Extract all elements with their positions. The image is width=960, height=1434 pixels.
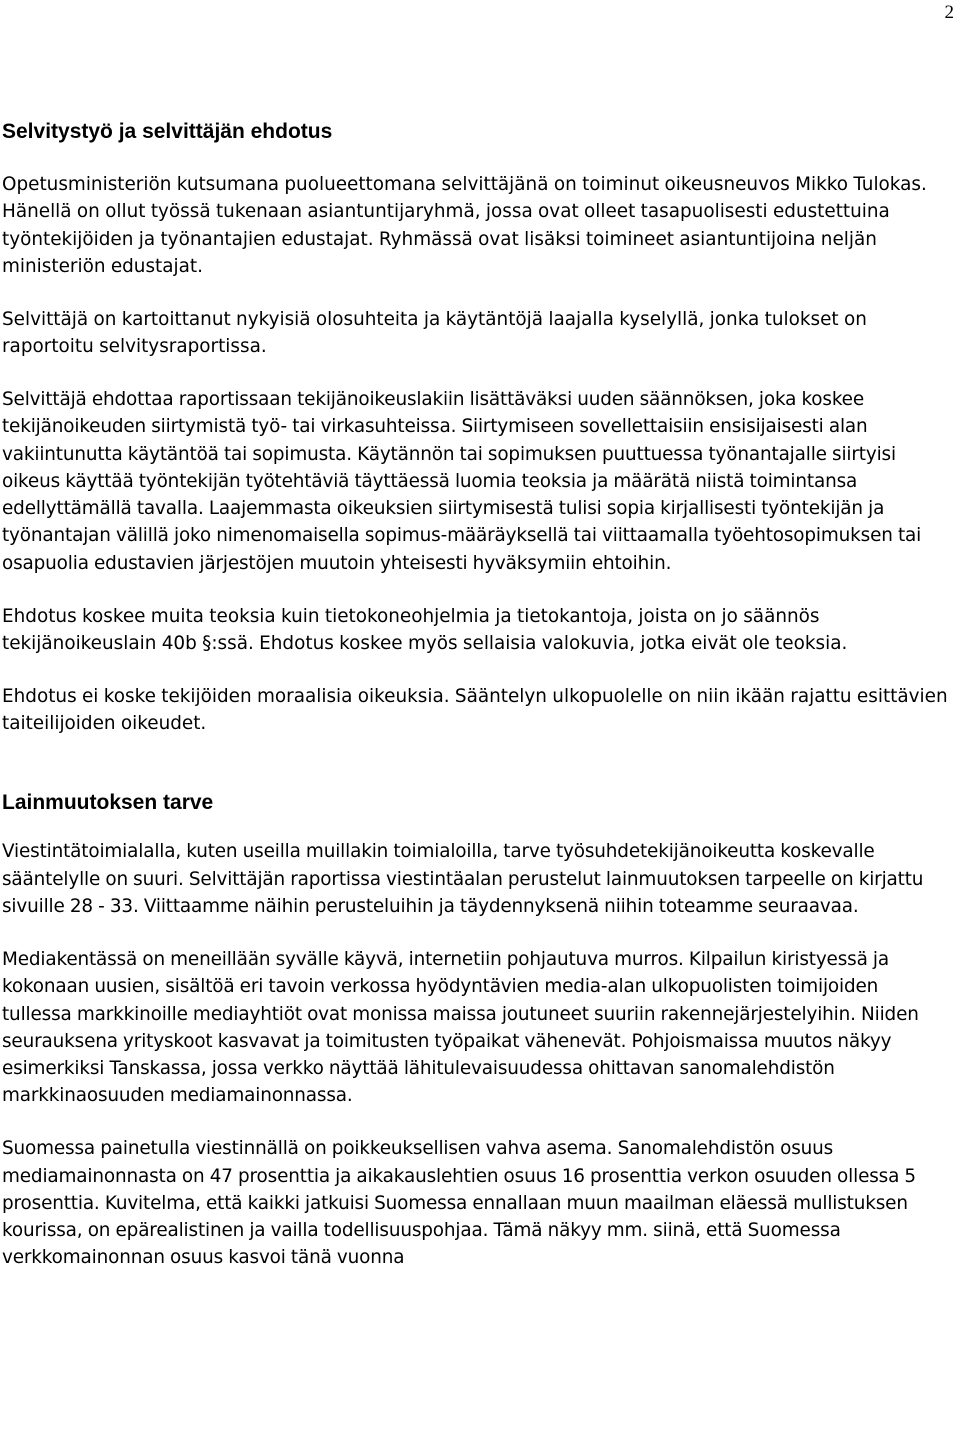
document-body <box>2 116 952 1297</box>
paragraph-mediakentta: Mediakentässä on meneillään syvälle käyvä, internetiin pohjautuva murros. Kilpailun kiristyessä ja kokonaan uusien, sisältöä eri tavoin verkossa hyödyntävien media-alan ulkopuolisten toimijoiden tullessa markkinoille mediayhtiöt ovat monissa maissa joutuneet suuriin rakennejärjestelyihin. Niiden seurauksena yrityskoot kasvavat ja toimitusten työpaikat vähenevät. Pohjoismaissa muutos näkyy esimerkiksi Tanskassa, jossa verkko näyttää lähitulevaisuudessa ohittavan sanomalehdistön markkinaosuuden mediamainonnassa. <box>2 948 919 1107</box>
paragraph-selvittaja-intro: Opetusministeriön kutsumana puolueettomana selvittäjänä on toiminut oikeusneuvos Mikko Tulokas. Hänellä on ollut työssä tukenaan asiantuntijaryhmä, jossa ovat olleet tasapuolisesti edustettuina työntekijöiden ja työnantajien edustajat. Ryhmässä ovat lisäksi toimineet asiantuntijoina neljän ministeriön edustajat. <box>2 174 927 277</box>
section-heading-selvitystyo: Selvitystyö ja selvittäjän ehdotus <box>2 120 333 143</box>
paragraph-ehdotus-teokset: Ehdotus koskee muita teoksia kuin tietokoneohjelmia ja tietokantoja, joista on jo säännös tekijänoikeuslain 40b §:ssä. Ehdotus koskee myös sellaisia valokuvia, jotka eivät ole teoksia. <box>2 605 848 654</box>
page-number: 2 <box>944 2 954 23</box>
paragraph-moraaliset-oikeudet: Ehdotus ei koske tekijöiden moraalisia oikeuksia. Sääntelyn ulkopuolelle on niin ikään rajattu esittävien taiteilijoiden oikeudet. <box>2 685 948 735</box>
paragraph-painettu-viestinta: Suomessa painetulla viestinnällä on poikkeuksellisen vahva asema. Sanomalehdistön osuus mediamainonnasta on 47 prosenttia ja aikakauslehtien osuus 16 prosenttia verkon osuuden ollessa 5 prosenttia. Kuvitelma, että kaikki jatkuisi Suomessa ennallaan muun maailman eläessä mullistuksen kourissa, on epärealistinen ja vailla todellisuuspohjaa. Tämä näkyy mm. siinä, että Suomessa verkkomainonnan osuus kasvoi tänä vuonna <box>2 1138 916 1269</box>
paragraph-kartoitus: Selvittäjä on kartoittanut nykyisiä olosuhteita ja käytäntöjä laajalla kyselyllä, jonka tulokset on raportoitu selvitysraportissa. <box>2 308 867 358</box>
paragraph-ehdotus-saannos: Selvittäjä ehdottaa raportissaan tekijänoikeuslakiin lisättäväksi uuden säännöksen, joka koskee tekijänoikeuden siirtymistä työ- tai virkasuhteissa. Siirtymiseen sovellettaisiin ensisijaisesti alan vakiintunutta käytäntöä tai sopimusta. Käytännön tai sopimuksen puuttuessa työnantajalle siirtyisi oikeus käyttää työntekijän työtehtäviä täyttäessä luomia teoksia ja määrätä niistä toimintansa edellyttämällä tavalla. Laajemmasta oikeuksien siirtymisestä tulisi sopia kirjallisesti työntekijän ja työnantajan välillä joko nimenomaisella sopimus-määräyksellä tai viittaamalla työehtosopimuksen tai osapuolia edustavien järjestöjen muutoin yhteisesti hyväksymiin ehtoihin. <box>2 388 922 574</box>
section-heading-lainmuutos: Lainmuutoksen tarve <box>2 791 214 815</box>
paragraph-viestintatoimiala: Viestintätoimialalla, kuten useilla muillakin toimialoilla, tarve työsuhdetekijänoikeutta koskevalle sääntelylle on suuri. Selvittäjän raportissa viestintäalan perustelut lainmuutoksen tarpeelle on kirjattu sivuille 28 - 33. Viittaamme näihin perusteluihin ja täydennyksenä niihin toteamme seuraavaa. <box>2 841 924 918</box>
